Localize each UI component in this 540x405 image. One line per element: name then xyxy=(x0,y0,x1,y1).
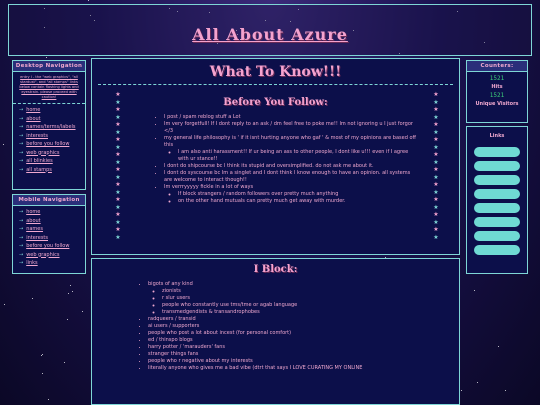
nav-link-label[interactable]: all stamps xyxy=(26,166,52,173)
arrow-icon: → xyxy=(19,115,24,122)
link-button[interactable] xyxy=(474,245,520,255)
star xyxy=(68,293,69,294)
list-item: • my general life philosophy is ' if it isnt hurting anyone who gaf ' & most of my opinions are based off this ◦ I am also anti harassment!! If ur being an ass to other people, I dont like u!!! even if I agree with ur stance!! xyxy=(164,135,419,163)
star-icon: ★ xyxy=(433,181,439,188)
list-item: • people who r negative about my interests xyxy=(148,358,439,365)
hits-counter-value: 1521 xyxy=(489,75,505,82)
list-item: • ai users / supporters xyxy=(148,323,439,330)
star xyxy=(46,57,47,58)
arrow-icon: → xyxy=(19,132,24,139)
link-button[interactable] xyxy=(474,203,520,213)
desktop-nav-item-web-graphics[interactable] xyxy=(19,149,79,158)
star-icon: ★ xyxy=(433,106,439,113)
block-list xyxy=(138,281,439,372)
mobile-navigation-title: Mobile Navigation xyxy=(13,195,85,206)
star-icon: ★ xyxy=(115,218,121,226)
mobile-nav-item-home[interactable] xyxy=(19,208,79,217)
list-item: • Im verrryyyyy fickle in a lot of ways ◦ If block strangers / random followers over pretty much anything ◦ on the other hand mutuals can pretty much get away with murder. xyxy=(164,184,419,205)
star-icon: ★ xyxy=(433,226,439,233)
page-title: What To Know!!! xyxy=(98,59,453,85)
star-icon: ★ xyxy=(433,233,439,241)
link-buttons xyxy=(467,147,527,255)
star-icon: ★ xyxy=(115,106,121,113)
arrow-icon: → xyxy=(19,124,24,130)
arrow-icon: → xyxy=(19,234,24,241)
desktop-navigation-panel xyxy=(12,60,86,190)
arrow-icon: → xyxy=(19,149,24,156)
arrow-icon: → xyxy=(19,217,24,224)
link-button[interactable] xyxy=(474,161,520,171)
star-icon: ★ xyxy=(115,158,121,166)
unique-visitors-label: Unique Visitors xyxy=(475,101,519,107)
star-icon: ★ xyxy=(433,173,439,181)
nav-link-label[interactable]: web graphics xyxy=(26,251,60,258)
star-icon: ★ xyxy=(433,203,439,211)
link-button[interactable] xyxy=(474,175,520,185)
star-icon: ★ xyxy=(115,166,121,173)
block-list-title: I Block: xyxy=(253,264,298,275)
flashing-lights-warning: entry I - the "web graphics", "all stardust", and "all stamps" links below contain flashing lights and eyestrain. please proceed with caution! xyxy=(19,75,79,99)
mobile-navigation-panel xyxy=(12,194,86,274)
star-icon: ★ xyxy=(433,143,439,151)
star-icon: ★ xyxy=(115,181,121,188)
visitors-counter-value: 1521 xyxy=(489,92,505,99)
link-button[interactable] xyxy=(474,231,520,241)
mobile-nav-item-interests[interactable] xyxy=(19,234,79,243)
star-icon: ★ xyxy=(115,233,121,241)
sub-list xyxy=(148,288,439,316)
list-item: • ed / thinspo blogs xyxy=(148,337,439,344)
arrow-icon: → xyxy=(19,243,24,249)
nav-link-label[interactable]: about xyxy=(26,115,41,122)
desktop-nav-item-about[interactable] xyxy=(19,115,79,124)
link-button[interactable] xyxy=(474,147,520,157)
star xyxy=(498,346,499,347)
mobile-nav-item-about[interactable] xyxy=(19,217,79,226)
list-item: • people who post a lot about incest (for personal comfort) xyxy=(148,330,439,337)
star-icon: ★ xyxy=(433,158,439,166)
arrow-icon: → xyxy=(19,226,24,232)
desktop-nav-item-all-stamps[interactable] xyxy=(19,166,79,175)
arrow-icon: → xyxy=(19,260,24,266)
mobile-nav-item-web-graphics[interactable] xyxy=(19,251,79,260)
nav-link-label[interactable]: home xyxy=(26,209,41,215)
nav-link-label[interactable]: about xyxy=(26,217,41,224)
desktop-nav-item-interests[interactable] xyxy=(19,132,79,141)
star-divider-right xyxy=(432,91,440,241)
arrow-icon: → xyxy=(19,209,24,215)
link-button[interactable] xyxy=(474,189,520,199)
list-item: • harry potter / 'marauders' fans xyxy=(148,344,439,351)
list-item: • I post / spam reblog stuff a Lot xyxy=(164,114,419,121)
star-icon: ★ xyxy=(433,121,439,128)
counters-panel xyxy=(466,60,528,123)
star-icon: ★ xyxy=(433,136,439,143)
sub-list-item: ◦ If block strangers / random followers over pretty much anything xyxy=(178,191,419,198)
star-icon: ★ xyxy=(115,143,121,151)
nav-link-label[interactable]: links xyxy=(26,260,38,266)
sub-list-item: ◦ zionists xyxy=(162,288,439,295)
mobile-nav-item-links[interactable] xyxy=(19,259,79,268)
sub-list-item: ◦ people who constantly use tms/tme or agab language xyxy=(162,302,439,309)
arrow-icon: → xyxy=(19,107,24,113)
mobile-nav-item-before-you-follow[interactable] xyxy=(19,242,79,251)
star-icon: ★ xyxy=(433,166,439,173)
desktop-nav-item-names-terms-labels[interactable] xyxy=(19,123,79,132)
star xyxy=(70,285,71,286)
star xyxy=(88,0,89,1)
nav-link-label[interactable]: before you follow xyxy=(26,243,70,249)
list-item: • I dont do shipcourse bc I think its stupid and oversimplified. do not ask me about it. xyxy=(164,163,419,170)
site-title[interactable]: All About Azure xyxy=(192,25,348,44)
star xyxy=(3,144,4,145)
sub-list-item: ◦ on the other hand mutuals can pretty much get away with murder. xyxy=(178,198,419,205)
star xyxy=(72,291,73,292)
hits-label: Hits xyxy=(491,84,503,90)
list-item: • bigots of any kind ◦ zionists ◦ r slur users ◦ people who constantly use tms/tme or agab language ◦ transmedgendists & transandrophobes xyxy=(148,281,439,316)
star-icon: ★ xyxy=(433,91,439,98)
list-item: • radqueers / transid xyxy=(148,316,439,323)
star-icon: ★ xyxy=(115,98,121,106)
list-item: • literally anyone who gives me a bad vibe (dtrt that says I LOVE CURATING MY ONLINE xyxy=(148,365,439,372)
arrow-icon: → xyxy=(19,251,24,258)
star-icon: ★ xyxy=(433,211,439,218)
star-icon: ★ xyxy=(115,211,121,218)
mobile-nav-list xyxy=(13,206,85,270)
star xyxy=(461,390,462,391)
site-header xyxy=(8,4,532,56)
sub-list-item: ◦ transmedgendists & transandrophobes xyxy=(162,309,439,316)
arrow-icon: → xyxy=(19,158,24,164)
star xyxy=(41,355,42,356)
star-icon: ★ xyxy=(115,173,121,181)
desktop-nav-item-home[interactable] xyxy=(19,106,79,115)
star xyxy=(42,354,43,355)
sub-list xyxy=(164,191,419,205)
star xyxy=(32,298,33,299)
star xyxy=(42,373,43,374)
list-item: • stranger things fans xyxy=(148,351,439,358)
star-icon: ★ xyxy=(433,188,439,196)
star-icon: ★ xyxy=(115,113,121,121)
sub-list-item: ◦ r slur users xyxy=(162,295,439,302)
arrow-icon: → xyxy=(19,166,24,173)
desktop-navigation-title: Desktop Navigation xyxy=(13,61,85,72)
main-content-panel[interactable] xyxy=(91,58,460,255)
link-button[interactable] xyxy=(474,217,520,227)
star-icon: ★ xyxy=(433,151,439,158)
star-icon: ★ xyxy=(115,188,121,196)
nav-link-label[interactable]: before you follow xyxy=(26,141,70,147)
links-title: Links xyxy=(489,133,505,139)
desktop-nav-item-before-you-follow[interactable] xyxy=(19,140,79,149)
star-icon: ★ xyxy=(115,121,121,128)
links-panel xyxy=(466,126,528,274)
star-icon: ★ xyxy=(115,226,121,233)
star-icon: ★ xyxy=(115,91,121,98)
star-icon: ★ xyxy=(115,196,121,203)
star xyxy=(477,382,478,383)
star-icon: ★ xyxy=(433,98,439,106)
star-icon: ★ xyxy=(433,196,439,203)
nav-link-label[interactable]: names xyxy=(26,226,43,232)
nav-link-label[interactable]: web graphics xyxy=(26,149,60,156)
arrow-icon: → xyxy=(19,141,24,147)
star xyxy=(474,290,475,291)
star-icon: ★ xyxy=(115,151,121,158)
desktop-nav-item-all-blinkies[interactable] xyxy=(19,157,79,166)
nav-link-label[interactable]: interests xyxy=(26,234,48,241)
star-divider-left xyxy=(114,91,122,241)
list-item: • Im very forgetfull! If I dont reply to an ask / dm feel free to poke me!! Im not ignoring u I just forgor </3 xyxy=(164,121,419,135)
star-icon: ★ xyxy=(115,128,121,136)
star-icon: ★ xyxy=(433,113,439,121)
mobile-nav-item-names[interactable] xyxy=(19,225,79,234)
star xyxy=(4,304,5,305)
star xyxy=(505,390,506,391)
desktop-nav-list xyxy=(13,103,85,176)
star xyxy=(64,362,65,363)
nav-link-label[interactable]: all blinkies xyxy=(26,158,53,164)
star-icon: ★ xyxy=(115,203,121,211)
star-icon: ★ xyxy=(433,128,439,136)
star-icon: ★ xyxy=(115,136,121,143)
nav-link-label[interactable]: names/terms/labels xyxy=(26,124,76,130)
sub-list xyxy=(164,149,419,163)
before-you-follow-list xyxy=(154,114,419,205)
nav-link-label[interactable]: home xyxy=(26,107,41,113)
counters-title: Counters: xyxy=(467,61,527,72)
list-item: • I dont do syscourse bc Im a singlet and I dont think I know enough to have an opinion. all systems are welcome to interact though!! xyxy=(164,170,419,184)
star xyxy=(82,311,83,312)
sub-list-item: ◦ I am also anti harassment!! If ur being an ass to other people, I dont like u!!! even if I agree with ur stance!! xyxy=(178,149,419,163)
nav-link-label[interactable]: interests xyxy=(26,132,48,139)
before-you-follow-title: Before You Follow: xyxy=(223,97,328,108)
star xyxy=(48,399,49,400)
star-icon: ★ xyxy=(433,218,439,226)
block-list-panel[interactable] xyxy=(91,258,460,405)
star xyxy=(67,319,68,320)
